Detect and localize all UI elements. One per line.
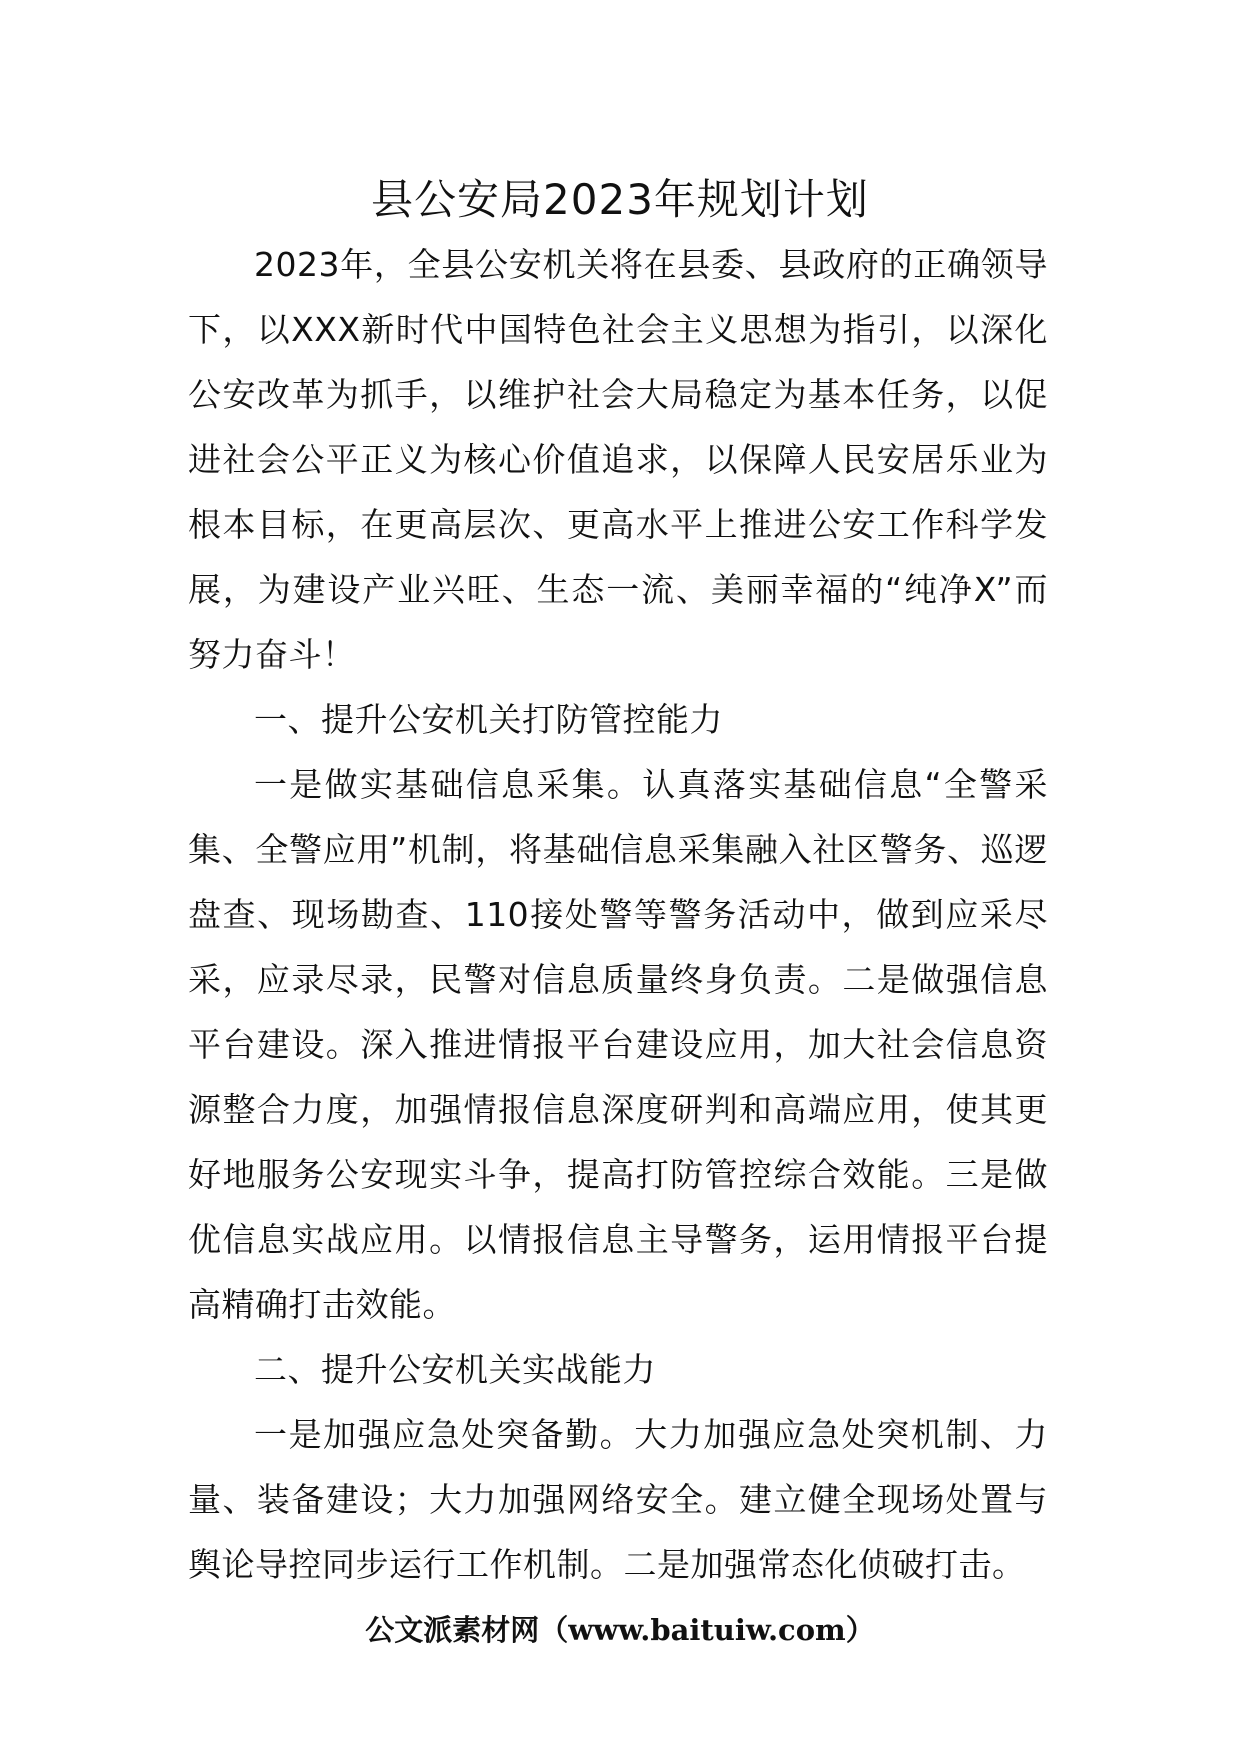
footer-watermark: 公文派素材网（www.baituiw.com） [365, 1613, 875, 1647]
section-heading-2: 二、提升公安机关实战能力 [254, 1350, 656, 1389]
document-title: 县公安局2023年规划计划 [371, 175, 869, 224]
document-body [188, 232, 1048, 1597]
intro-paragraph: 2023年，全县公安机关将在县委、县政府的正确领导下，以XXX新时代中国特色社会主义思想为指引，以深化公安改革为抓手，以维护社会大局稳定为基本任务，以促进社会公平正义为核心价值追求，以保障人民安居乐业为根本目标，在更高层次、更高水平上推进公安工作科学发展，为建设产业兴旺、生态一流、美丽幸福的“纯净X”而努力奋斗！ [188, 245, 1048, 674]
section-paragraph-2: 一是加强应急处突备勤。大力加强应急处突机制、力量、装备建设；大力加强网络安全。建立健全现场处置与舆论导控同步运行工作机制。二是加强常态化侦破打击。 [188, 1415, 1048, 1584]
section-paragraph-1: 一是做实基础信息采集。认真落实基础信息“全警采集、全警应用”机制，将基础信息采集融入社区警务、巡逻盘查、现场勘查、110接处警等警务活动中，做到应采尽采，应录尽录，民警对信息质量终身负责。二是做强信息平台建设。深入推进情报平台建设应用，加大社会信息资源整合力度，加强情报信息深度研判和高端应用，使其更好地服务公安现实斗争，提高打防管控综合效能。三是做优信息实战应用。以情报信息主导警务，运用情报平台提高精确打击效能。 [188, 765, 1048, 1324]
section-heading-1: 一、提升公安机关打防管控能力 [254, 700, 723, 739]
